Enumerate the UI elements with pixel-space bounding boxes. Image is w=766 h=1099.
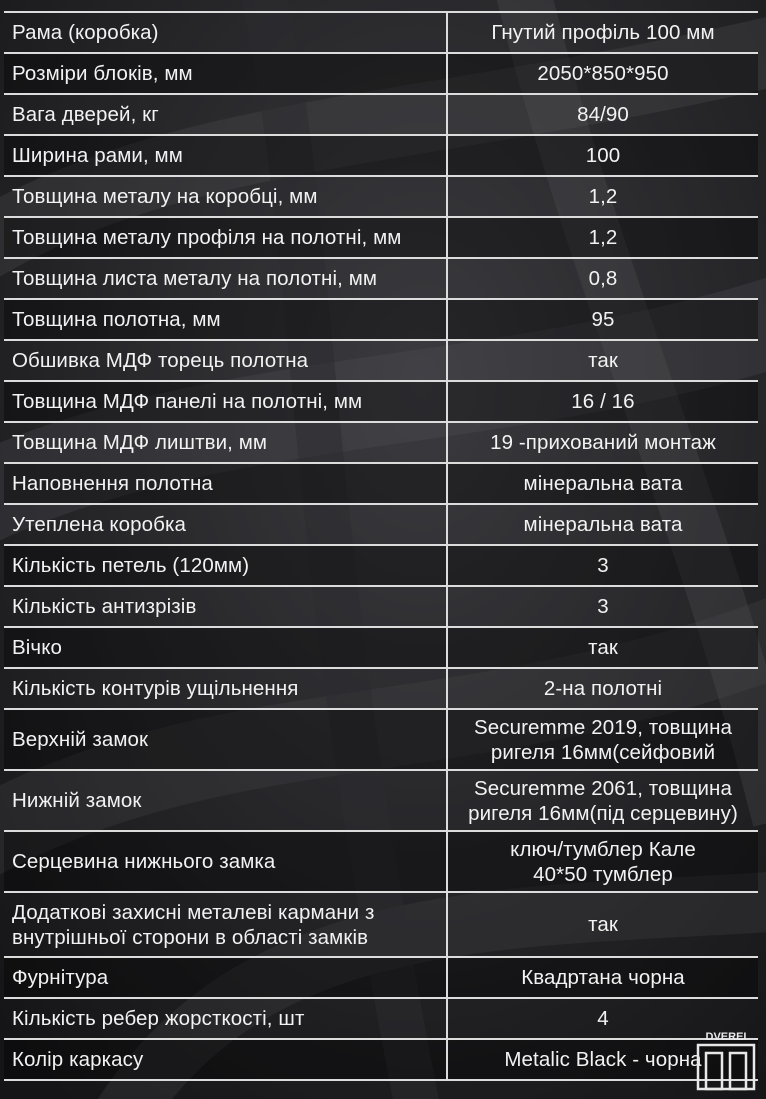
row-value: ключ/тумблер Кале 40*50 тумблер <box>510 837 696 886</box>
row-label: Товщина металу профіля на полотні, мм <box>4 218 448 257</box>
table-row <box>4 628 758 669</box>
table-row <box>4 218 758 259</box>
table-row <box>4 13 758 54</box>
row-value: 2-на полотні <box>543 677 663 700</box>
table-row <box>4 999 758 1040</box>
table-row <box>4 95 758 136</box>
table-row <box>4 893 758 958</box>
row-label: Рама (коробка) <box>4 13 448 52</box>
table-row <box>4 259 758 300</box>
table-row <box>4 423 758 464</box>
row-label: Фурнітура <box>4 958 448 997</box>
table-row <box>4 136 758 177</box>
row-value: так <box>588 913 618 936</box>
row-label: Кількість антизрізів <box>4 587 448 626</box>
table-row <box>4 958 758 999</box>
row-label: Нижній замок <box>4 771 448 830</box>
row-value: 19 -прихований монтаж <box>490 431 716 454</box>
row-label: Ширина рами, мм <box>4 136 448 175</box>
table-row <box>4 505 758 546</box>
row-value: 4 <box>597 1007 609 1030</box>
row-label: Товщина полотна, мм <box>4 300 448 339</box>
row-value: Securemme 2019, товщина ригеля 16мм(сейфовий <box>474 715 732 764</box>
row-label: Вага дверей, кг <box>4 95 448 134</box>
table-row <box>4 177 758 218</box>
row-label: Утеплена коробка <box>4 505 448 544</box>
row-label: Кількість ребер жорсткості, шт <box>4 999 448 1038</box>
table-row <box>4 587 758 628</box>
row-label: Верхній замок <box>4 710 448 769</box>
table-row <box>4 341 758 382</box>
row-label: Товщина листа металу на полотні, мм <box>4 259 448 298</box>
table-row <box>4 1040 758 1081</box>
spec-table <box>4 11 758 1081</box>
table-row <box>4 669 758 710</box>
row-value: Квадртана чорна <box>521 966 685 989</box>
table-row <box>4 54 758 95</box>
row-value: 100 <box>585 144 621 167</box>
table-row <box>4 300 758 341</box>
row-value: мінеральна вата <box>523 472 683 495</box>
table-row <box>4 382 758 423</box>
row-label: Товщина МДФ лиштви, мм <box>4 423 448 462</box>
row-value: Metalic Black - чорна <box>504 1048 702 1071</box>
row-value: 16 / 16 <box>571 390 635 413</box>
row-value: 3 <box>597 595 609 618</box>
logo-text: DVEREI <box>705 1031 747 1043</box>
row-value: 3 <box>597 554 609 577</box>
table-row <box>4 546 758 587</box>
table-row <box>4 832 758 893</box>
door-logo-icon <box>692 1029 760 1093</box>
row-label: Вічко <box>4 628 448 667</box>
row-label: Колір каркасу <box>4 1040 448 1079</box>
row-value: мінеральна вата <box>523 513 683 536</box>
row-value: 1,2 <box>588 226 618 249</box>
row-value: 1,2 <box>588 185 618 208</box>
row-value: 2050*850*950 <box>537 62 669 85</box>
row-value: 84/90 <box>577 103 629 126</box>
row-label: Додаткові захисні металеві кармани з внутрішньої сторони в області замків <box>4 893 448 956</box>
row-label: Обшивка МДФ торець полотна <box>4 341 448 380</box>
table-row <box>4 710 758 771</box>
row-label: Наповнення полотна <box>4 464 448 503</box>
row-label: Розміри блоків, мм <box>4 54 448 93</box>
row-label: Товщина металу на коробці, мм <box>4 177 448 216</box>
row-value: 95 <box>591 308 615 331</box>
row-value: так <box>588 349 618 372</box>
row-label: Товщина МДФ панелі на полотні, мм <box>4 382 448 421</box>
row-value: так <box>588 636 618 659</box>
row-value: Гнутий профіль 100 мм <box>491 21 715 44</box>
row-label: Кількість петель (120мм) <box>4 546 448 585</box>
table-row <box>4 771 758 832</box>
row-value: 0,8 <box>588 267 618 290</box>
row-label: Серцевина нижнього замка <box>4 832 448 891</box>
row-value: Securemme 2061, товщина ригеля 16мм(під серцевину) <box>468 776 738 825</box>
row-label: Кількість контурів ущільнення <box>4 669 448 708</box>
table-row <box>4 464 758 505</box>
